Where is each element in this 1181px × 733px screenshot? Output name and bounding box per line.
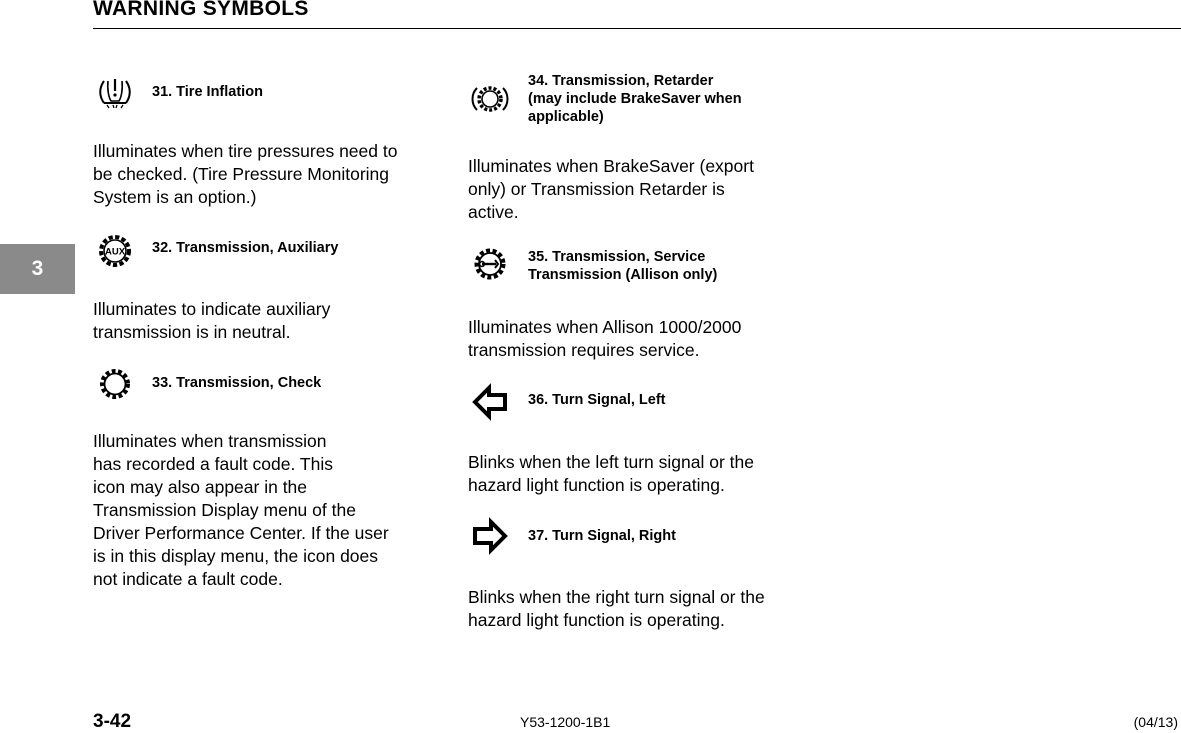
tire-inflation-icon bbox=[95, 72, 135, 112]
item-36-description: Blinks when the left turn signal or the hazard light function is operating. bbox=[468, 452, 754, 495]
transmission-auxiliary-icon bbox=[95, 231, 135, 271]
item-35-description: Illuminates when Allison 1000/2000 transmission requires service. bbox=[468, 317, 742, 360]
document-code: Y53-1200-1B1 bbox=[520, 714, 611, 730]
item-31-title: 31. Tire Inflation bbox=[152, 84, 263, 100]
transmission-check-icon bbox=[95, 364, 135, 404]
turn-signal-left-icon bbox=[470, 382, 510, 422]
page-number: 3-42 bbox=[93, 711, 132, 732]
item-32-title: 32. Transmission, Auxiliary bbox=[152, 240, 339, 256]
aux-label: AUX bbox=[104, 246, 126, 258]
item-34-title: 34. Transmission, Retarder (may include BrakeSaver when applicable) bbox=[528, 73, 742, 125]
chapter-tab: 3 bbox=[0, 244, 75, 294]
item-31-description: Illuminates when tire pressures need to be checked. (Tire Pressure Monitoring System is an option.) bbox=[93, 141, 398, 207]
item-32-description: Illuminates to indicate auxiliary transmission is in neutral. bbox=[93, 299, 331, 342]
revision-date: (04/13) bbox=[1133, 714, 1178, 730]
item-33-description: Illuminates when transmission has recorded a fault code. This icon may also appear in the Transmission Display menu of the Driver Performance Center. If the user is in this display menu, the icon does not indicate a fault code. bbox=[93, 431, 389, 589]
item-37-title: 37. Turn Signal, Right bbox=[528, 528, 676, 544]
header-rule bbox=[93, 28, 1181, 29]
transmission-service-icon bbox=[470, 244, 510, 284]
item-37-description: Blinks when the right turn signal or the hazard light function is operating. bbox=[468, 587, 765, 630]
page-title: WARNING SYMBOLS bbox=[93, 0, 309, 20]
transmission-retarder-icon bbox=[470, 79, 510, 119]
item-34-description: Illuminates when BrakeSaver (export only) or Transmission Retarder is active. bbox=[468, 156, 754, 222]
turn-signal-right-icon bbox=[470, 516, 510, 556]
item-36-title: 36. Turn Signal, Left bbox=[528, 392, 666, 408]
item-35-title: 35. Transmission, Service Transmission (Allison only) bbox=[528, 249, 718, 283]
item-33-title: 33. Transmission, Check bbox=[152, 375, 322, 391]
